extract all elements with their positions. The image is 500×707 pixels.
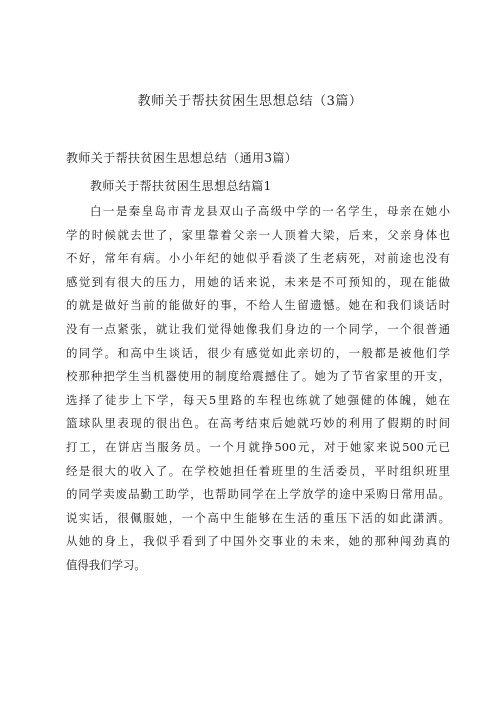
body-paragraph xyxy=(66,200,450,578)
paragraph-line: 经是很大的收入了。在学校她担任着班里的生活委员，平时组织班里 xyxy=(66,463,450,478)
paragraph-line: 校那种把学生当机器使用的制度给震撼住了。她为了节省家里的开支， xyxy=(66,369,450,384)
paragraph-line: 选择了徒步上下学，每天5里路的车程也练就了她强健的体魄，她在 xyxy=(66,392,450,407)
document-title: 教师关于帮扶贫困生思想总结（3篇） xyxy=(137,94,363,109)
paragraph-line: 的就是做好当前的能做好的事，不给人生留遗憾。她在和我们谈话时 xyxy=(66,298,450,313)
paragraph-line: 白一是秦皇岛市青龙县双山子高级中学的一名学生，母亲在她小 xyxy=(90,204,450,218)
paragraph-line: 没有一点紧张，就让我们觉得她像我们身边的一个同学，一个很普通 xyxy=(66,321,450,336)
document-subtitle: 教师关于帮扶贫困生思想总结（通用3篇） xyxy=(66,151,298,165)
paragraph-line: 的同学卖废品勤工助学，也帮助同学在上学放学的途中采购日常用品。 xyxy=(66,487,450,502)
paragraph-line: 从她的身上，我似乎看到了中国外交事业的未来，她的那种闯劲真的 xyxy=(66,534,450,549)
paragraph-line: 打工，在饼店当服务员。一个月就挣500元，对于她家来说500元已 xyxy=(66,439,450,454)
paragraph-line: 学的时候就去世了，家里靠着父亲一人顶着大梁，后来，父亲身体也 xyxy=(66,227,450,242)
paragraph-line: 不好，常年有病。小小年纪的她似乎看淡了生老病死，对前途也没有 xyxy=(66,251,450,266)
paragraph-line: 的同学。和高中生谈话，很少有感觉如此亲切的，一般都是被他们学 xyxy=(66,345,450,360)
paragraph-line: 篮球队里表现的很出色。在高考结束后她就巧妙的利用了假期的时间 xyxy=(66,416,450,431)
section-heading: 教师关于帮扶贫困生思想总结篇1 xyxy=(90,179,272,193)
paragraph-line: 感觉到有很大的压力，用她的话来说，未来是不可预知的，现在能做 xyxy=(66,274,450,289)
paragraph-line: 值得我们学习。 xyxy=(66,557,146,572)
paragraph-line: 说实话，很佩服她，一个高中生能够在生活的重压下活的如此潇洒。 xyxy=(66,510,450,525)
